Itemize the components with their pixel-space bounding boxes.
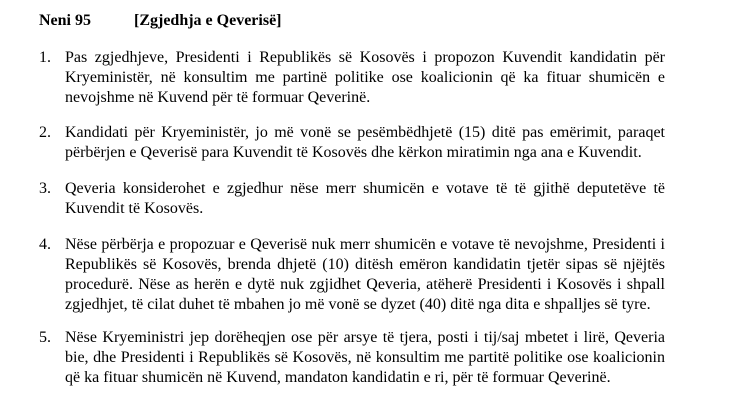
paragraph-line: Kandidati për Kryeministër, jo më vonë se pesëmbëdhjetë (15) ditë pas emërimit, paraqet bbox=[65, 124, 665, 141]
article-number: Neni 95 bbox=[39, 12, 91, 29]
paragraph-item-3 bbox=[39, 179, 665, 219]
paragraph-line: zgjedhjet, të cilat duhet të mbahen jo më vonë se dyzet (40) ditë nga dita e shpalljes së tyre. bbox=[65, 296, 651, 313]
paragraph-number: 5. bbox=[39, 329, 51, 346]
paragraph-line: Kuvendit të Kosovës. bbox=[65, 200, 204, 217]
paragraph-number: 1. bbox=[39, 49, 51, 66]
paragraph-text bbox=[65, 328, 665, 388]
paragraph-line: përbërjen e Qeverisë para Kuvendit të Kosovës dhe kërkon miratimin nga ana e Kuvendit. bbox=[65, 144, 642, 161]
paragraph-line: Kryeministër, në konsultim me partinë politike ose koalicionin që ka fituar shumicën e bbox=[65, 69, 665, 86]
paragraph-line: Republikës së Kosovës, brenda dhjetë (10) ditësh emëron kandidatin tjetër sipas së njëjtës bbox=[65, 256, 665, 273]
paragraph-text bbox=[65, 179, 665, 219]
paragraph-number: 3. bbox=[39, 180, 51, 197]
paragraph-item-1 bbox=[39, 48, 665, 108]
paragraph-line: nevojshme në Kuvend për të formuar Qeverinë. bbox=[65, 89, 371, 106]
paragraph-number: 4. bbox=[39, 236, 51, 253]
article-heading bbox=[39, 11, 282, 30]
paragraph-line: Nëse Kryeministri jep dorëheqjen ose për arsye të tjera, posti i tij/saj mbetet i lirë, Qeveria bbox=[65, 329, 665, 346]
paragraph-line: Qeveria konsiderohet e zgjedhur nëse merr shumicën e votave të të gjithë deputetëve të bbox=[65, 180, 665, 197]
article-title: [Zgjedhja e Qeverisë] bbox=[134, 12, 282, 29]
paragraph-line: që ka fituar shumicën në Kuvend, mandaton kandidatin e ri, për të formuar Qeverinë. bbox=[65, 369, 611, 386]
paragraph-line: bie, dhe Presidenti i Republikës së Kosovës, në konsultim me partitë politike ose koalicionin bbox=[65, 349, 665, 366]
paragraph-text bbox=[65, 48, 665, 108]
paragraph-line: Pas zgjedhjeve, Presidenti i Republikës së Kosovës i propozon Kuvendit kandidatin për bbox=[65, 49, 665, 66]
paragraph-line: procedurë. Nëse as herën e dytë nuk zgjidhet Qeveria, atëherë Presidenti i Kosovës i shpall bbox=[65, 276, 665, 293]
paragraph-item-5 bbox=[39, 328, 665, 388]
paragraph-number: 2. bbox=[39, 124, 51, 141]
paragraph-item-4 bbox=[39, 235, 665, 315]
paragraph-item-2 bbox=[39, 123, 665, 163]
paragraph-text bbox=[65, 123, 665, 163]
paragraph-text bbox=[65, 235, 665, 315]
paragraph-line: Nëse përbërja e propozuar e Qeverisë nuk merr shumicën e votave të nevojshme, Presidenti i bbox=[65, 236, 665, 253]
